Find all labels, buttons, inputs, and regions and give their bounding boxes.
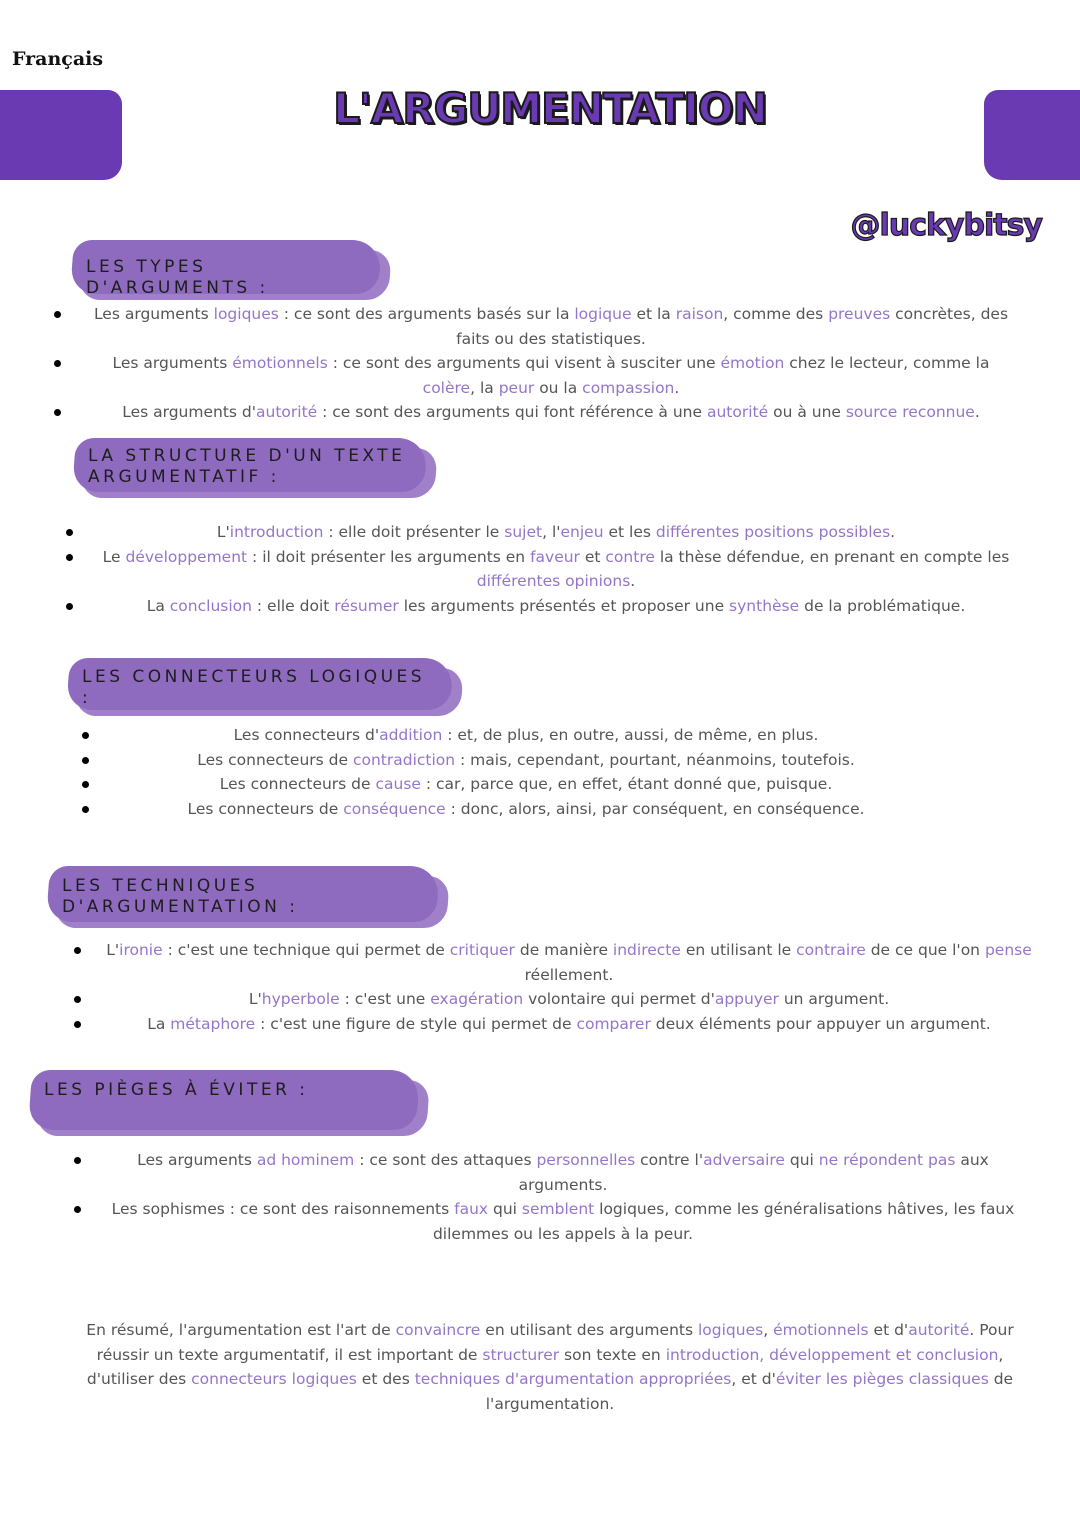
text-segment: les arguments présentés et proposer une [398,596,730,615]
text-segment: de ce que l'on [865,941,985,959]
text-segment: aux arguments. [518,1151,989,1194]
text-segment: et les [603,523,656,541]
list-item [78,797,938,822]
text-segment: L' [248,990,262,1008]
text-segment: : c'est une figure de style qui permet de [255,1014,577,1033]
keyword-highlight: synthèse [729,596,800,615]
keyword-highlight: ironie [119,941,163,959]
section-heading-types: LES TYPES D'ARGUMENTS : [72,240,380,294]
keyword-highlight: autorité [908,1321,970,1339]
text-segment: de manière [514,941,613,959]
keyword-highlight: introduction, développement et conclusion [665,1345,999,1364]
keyword-highlight: ne répondent pas [818,1151,956,1169]
keyword-highlight: connecteurs logiques [191,1370,357,1388]
keyword-highlight: hyperbole [261,990,340,1008]
text-segment: Le [102,547,126,566]
section-heading-structure: LA STRUCTURE D'UN TEXTE ARGUMENTATIF : [74,438,426,492]
text-segment: logiques, comme les généralisations hâtives, les faux dilemmes ou les appels à la peur. [432,1200,1015,1243]
text-segment: en utilisant le [680,941,797,959]
text-segment: L' [106,941,120,959]
text-segment: . [630,572,636,590]
list-item [70,987,1032,1012]
text-segment: , d'utiliser des [86,1345,1004,1388]
keyword-highlight: conclusion [169,596,252,615]
keyword-highlight: addition [379,726,443,744]
text-segment: et d' [868,1321,909,1339]
keyword-highlight: personnelles [536,1151,636,1169]
techniques-list [70,938,1032,1036]
text-segment: ou la [534,378,583,397]
text-segment: deux éléments pour appuyer un argument. [650,1014,991,1033]
text-segment: Les arguments [112,354,233,372]
text-segment: : mais, cependant, pourtant, néanmoins, toutefois. [455,750,855,769]
list-item [62,594,1014,619]
author-handle: @luckybitsy [850,208,1042,243]
text-segment: et la [631,305,676,323]
text-segment: de l'argumentation. [485,1370,1014,1413]
text-segment: L' [216,523,230,541]
text-segment: la thèse défendue, en prenant en compte les [654,547,1010,566]
text-segment: Les arguments [93,305,214,323]
keyword-highlight: comparer [576,1014,651,1033]
connecteurs-list [78,723,938,821]
keyword-highlight: ad hominem [256,1151,355,1169]
keyword-highlight: contre [605,547,655,566]
keyword-highlight: appuyer [714,990,779,1008]
keyword-highlight: critiquer [449,941,515,959]
keyword-highlight: éviter les pièges classiques [775,1370,989,1388]
keyword-highlight: pense [984,941,1032,959]
list-item [50,400,1016,425]
text-segment: ou à une [768,403,846,421]
text-segment: : elle doit [251,596,335,615]
list-item [70,938,1032,987]
text-segment: : donc, alors, ainsi, par conséquent, en conséquence. [445,799,865,818]
pieges-list [70,1148,1020,1246]
text-segment: : ce sont des arguments basés sur la [278,305,575,323]
structure-list [62,520,1014,618]
text-segment: qui [488,1200,522,1218]
keyword-highlight: faveur [530,547,580,566]
keyword-highlight: faux [454,1200,489,1218]
keyword-highlight: contraire [796,941,866,959]
text-segment: : c'est une technique qui permet de [162,941,450,959]
text-segment: son texte en [559,1345,666,1364]
text-segment: , [763,1321,774,1339]
keyword-highlight: semblent [521,1200,595,1218]
subject-label: Français [12,48,104,70]
text-segment: volontaire qui permet d' [523,990,715,1008]
list-item [70,1197,1020,1246]
keyword-highlight: peur [498,378,535,397]
text-segment: Les connecteurs de [187,799,344,818]
text-segment: , et d' [731,1370,776,1388]
text-segment: Les connecteurs de [197,750,353,769]
keyword-highlight: preuves [828,305,891,323]
keyword-highlight: source reconnue [845,403,975,421]
text-segment: , l' [542,523,561,541]
text-segment: Les connecteurs d' [233,726,380,744]
text-segment: de la problématique. [799,596,966,615]
text-segment: En résumé, l'argumentation est l'art de [86,1321,396,1339]
section-heading-connecteurs: LES CONNECTEURS LOGIQUES : [68,658,452,710]
text-segment: . Pour réussir un texte argumentatif, il est important de [96,1321,1014,1364]
summary-paragraph [80,1318,1020,1416]
keyword-highlight: émotion [720,354,785,372]
keyword-highlight: compassion [582,378,675,397]
text-segment: Les arguments [137,1151,257,1169]
list-item [62,520,1014,545]
keyword-highlight: émotionnels [773,1321,869,1339]
text-segment: chez le lecteur, comme la [784,354,990,372]
text-segment: contre l' [635,1151,704,1169]
keyword-highlight: techniques d'argumentation appropriées [414,1370,732,1388]
text-segment: et des [356,1370,415,1388]
keyword-highlight: logiques [213,305,279,323]
list-item [62,545,1014,594]
keyword-highlight: résumer [334,596,399,615]
text-segment: : car, parce que, en effet, étant donné que, puisque. [420,775,833,793]
text-segment: : ce sont des arguments qui visent à susciter une [327,354,721,372]
text-segment: . [890,523,896,541]
keyword-highlight: émotionnels [232,354,328,372]
text-segment: . [974,403,980,421]
keyword-highlight: exagération [430,990,524,1008]
list-item [78,748,938,773]
section-heading-pieges: LES PIÈGES À ÉVITER : [30,1070,418,1130]
text-segment: La [146,596,170,615]
keyword-highlight: autorité [706,403,769,421]
text-segment: réellement. [524,965,614,984]
keyword-highlight: différentes opinions [476,572,631,590]
keyword-highlight: conséquence [343,799,446,818]
keyword-highlight: introduction [229,523,324,541]
list-item [78,723,938,748]
keyword-highlight: cause [375,775,421,793]
keyword-highlight: indirecte [612,941,681,959]
keyword-highlight: logiques [697,1321,764,1339]
keyword-highlight: convaincre [395,1321,481,1339]
text-segment: : il doit présenter les arguments en [247,547,531,566]
text-segment: : ce sont des attaques [354,1151,537,1169]
text-segment: Les arguments d' [122,403,257,421]
types-list [50,302,1016,425]
list-item [50,351,1016,400]
keyword-highlight: sujet [504,523,543,541]
keyword-highlight: adversaire [703,1151,785,1169]
text-segment: , la [470,378,499,397]
text-segment: . [674,378,680,397]
list-item [78,772,938,797]
text-segment: qui [784,1151,819,1169]
keyword-highlight: contradiction [352,750,456,769]
section-heading-techniques: LES TECHNIQUES D'ARGUMENTATION : [48,866,438,922]
text-segment: Les sophismes : ce sont des raisonnements [111,1200,455,1218]
keyword-highlight: logique [574,305,632,323]
list-item [70,1148,1020,1197]
text-segment: : elle doit présenter le [323,523,505,541]
keyword-highlight: raison [675,305,724,323]
text-segment: concrètes, des faits ou des statistiques. [456,305,1009,348]
list-item [50,302,1016,351]
keyword-highlight: métaphore [170,1014,256,1033]
keyword-highlight: colère [422,378,471,397]
page-title: L'ARGUMENTATION [333,84,767,133]
text-segment: un argument. [778,990,890,1008]
keyword-highlight: développement [125,547,248,566]
text-segment: en utilisant des arguments [480,1321,698,1339]
keyword-highlight: enjeu [560,523,604,541]
text-segment: : c'est une [339,990,431,1008]
list-item [70,1012,1032,1037]
keyword-highlight: structurer [482,1345,560,1364]
keyword-highlight: autorité [256,403,318,421]
text-segment: et [579,547,606,566]
text-segment: Les connecteurs de [219,775,376,793]
text-segment: , comme des [723,305,829,323]
keyword-highlight: différentes positions possibles [655,523,891,541]
text-segment: La [147,1014,171,1033]
text-segment: : et, de plus, en outre, aussi, de même, en plus. [442,726,819,744]
text-segment: : ce sont des arguments qui font référence à une [317,403,707,421]
